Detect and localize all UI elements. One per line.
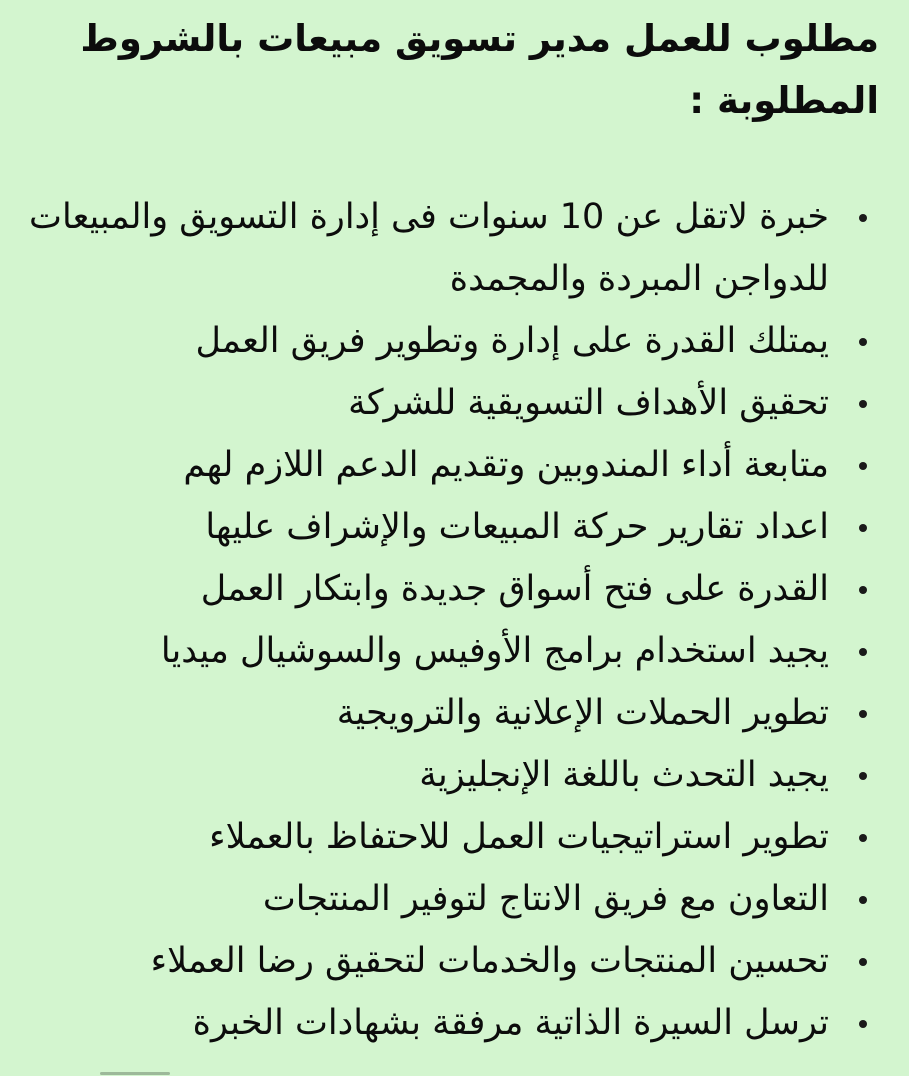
- requirement-item: [22, 434, 829, 496]
- requirement-text: تحقيق الأهداف التسويقية للشركة: [348, 383, 829, 423]
- bullet-icon: [851, 620, 875, 682]
- requirement-item: [22, 868, 829, 930]
- bullet-icon: [851, 186, 875, 248]
- requirement-item: [22, 682, 829, 744]
- requirement-text: تحسين المنتجات والخدمات لتحقيق رضا العملاء: [150, 941, 829, 981]
- bullet-icon: [851, 868, 875, 930]
- requirement-item: [22, 496, 829, 558]
- bullet-icon: [851, 930, 875, 992]
- bullet-icon: [851, 992, 875, 1054]
- requirement-text: يجيد التحدث باللغة الإنجليزية: [419, 755, 829, 795]
- requirement-text: تطوير الحملات الإعلانية والترويجية: [336, 693, 829, 733]
- message-title: مطلوب للعمل مدير تسويق مبيعات بالشروط المطلوبة :: [80, 17, 879, 122]
- bullet-icon: [851, 496, 875, 558]
- bullet-icon: [851, 310, 875, 372]
- requirement-text: ترسل السيرة الذاتية مرفقة بشهادات الخبرة: [192, 1003, 829, 1043]
- requirement-item: [22, 186, 829, 310]
- requirement-text: متابعة أداء المندوبين وتقديم الدعم اللازم لهم: [183, 445, 829, 485]
- cropped-footer-divider: [30, 1066, 170, 1076]
- requirement-item: [22, 806, 829, 868]
- bullet-icon: [851, 434, 875, 496]
- requirement-item: [22, 372, 829, 434]
- requirements-list: [22, 186, 879, 1054]
- requirement-text: خبرة لاتقل عن 10 سنوات فى إدارة التسويق والمبيعات للدواجن المبردة والمجمدة: [29, 197, 829, 299]
- requirement-item: [22, 992, 829, 1054]
- requirement-text: يمتلك القدرة على إدارة وتطوير فريق العمل: [195, 321, 829, 361]
- requirement-text: اعداد تقارير حركة المبيعات والإشراف عليها: [205, 507, 829, 547]
- bullet-icon: [851, 744, 875, 806]
- requirement-item: [22, 930, 829, 992]
- requirement-text: يجيد استخدام برامج الأوفيس والسوشيال ميديا: [160, 631, 829, 671]
- requirement-item: [22, 558, 829, 620]
- bullet-icon: [851, 372, 875, 434]
- requirement-text: التعاون مع فريق الانتاج لتوفير المنتجات: [262, 879, 829, 919]
- bullet-icon: [851, 682, 875, 744]
- requirement-text: القدرة على فتح أسواق جديدة وابتكار العمل: [200, 569, 829, 609]
- bullet-icon: [851, 806, 875, 868]
- requirement-text: تطوير استراتيجيات العمل للاحتفاظ بالعملاء: [209, 817, 829, 857]
- requirement-item: [22, 310, 829, 372]
- requirement-item: [22, 744, 829, 806]
- bullet-icon: [851, 558, 875, 620]
- requirement-item: [22, 620, 829, 682]
